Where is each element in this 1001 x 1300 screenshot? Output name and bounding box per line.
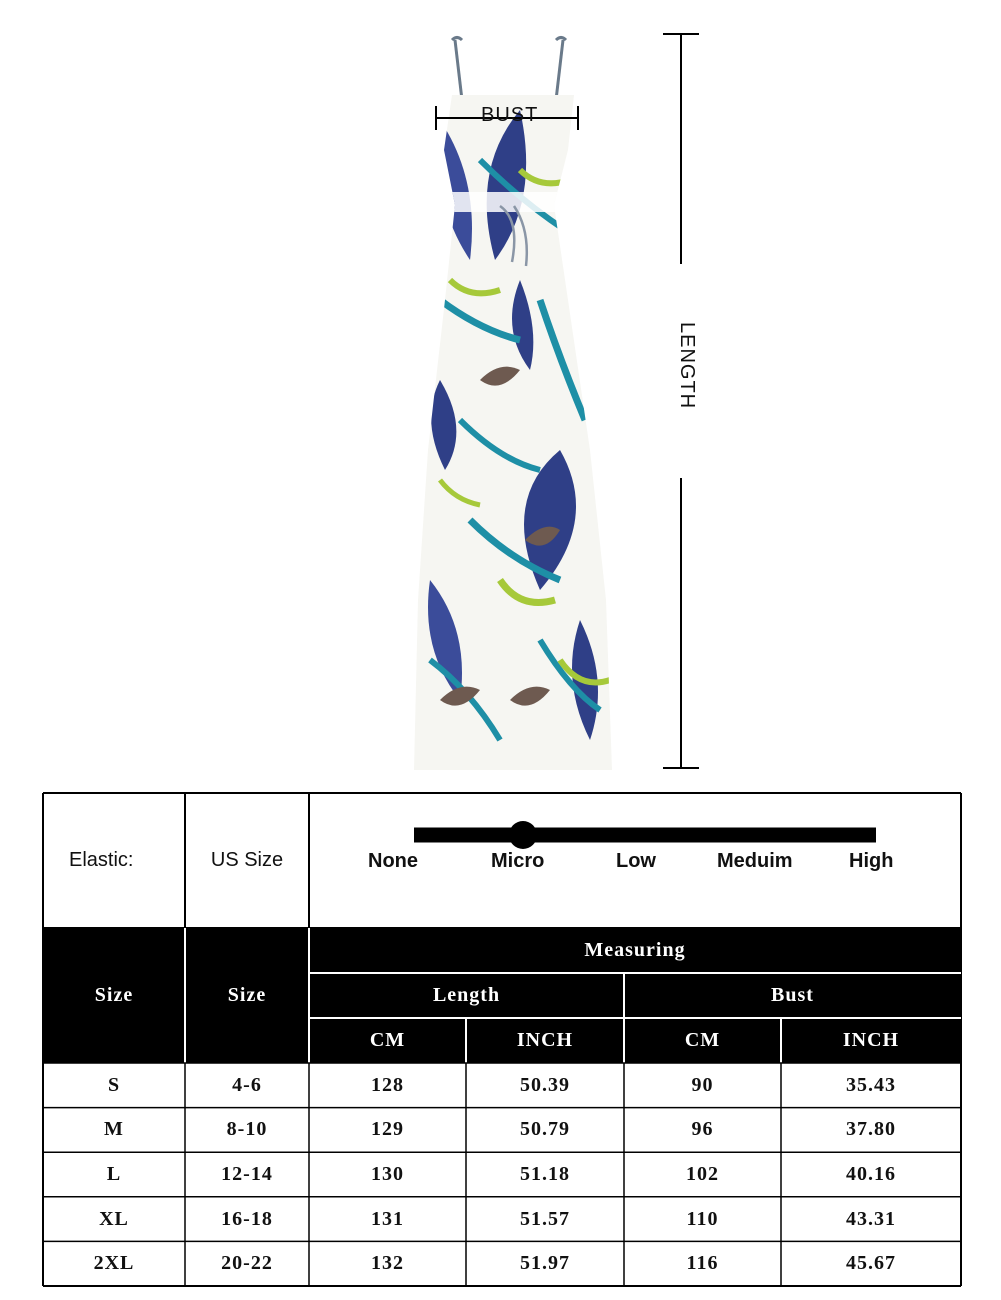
table-cell-length-in: 50.79 [520, 1118, 570, 1141]
length-header [309, 973, 624, 1018]
us-size-label: US Size [210, 849, 284, 871]
table-cell-size: XL [99, 1207, 129, 1230]
measuring-header [309, 928, 961, 973]
table-cell-us: 20-22 [221, 1252, 273, 1275]
table-cell-length-in: 51.57 [520, 1207, 570, 1230]
us-size-header-text: Size [227, 984, 267, 1006]
table-cell-bust-in: 35.43 [846, 1073, 896, 1096]
table-cell-bust-in: 45.67 [846, 1252, 896, 1275]
size-header [43, 928, 185, 1063]
table-cell-length-cm: 131 [371, 1207, 404, 1230]
table-cell-us: 4-6 [232, 1073, 262, 1096]
elastic-label: Elastic: [69, 849, 134, 871]
length-label: LENGTH [676, 322, 698, 410]
bust-header-text: Bust [771, 984, 814, 1006]
table-cell-bust-in: 37.80 [846, 1118, 896, 1141]
bust-header [624, 973, 961, 1018]
bust-inch-header [781, 1018, 961, 1063]
us-size-header [185, 928, 309, 1063]
table-cell-size: L [106, 1162, 122, 1185]
table-cell-length-cm: 128 [371, 1073, 404, 1096]
elastic-level-none: None [368, 850, 418, 872]
bust-label: BUST [481, 104, 539, 126]
table-cell-size: M [104, 1118, 124, 1141]
length-cm-header-text: CM [369, 1029, 406, 1051]
length-header-text: Length [432, 984, 501, 1006]
bust-cm-header [624, 1018, 781, 1063]
table-cell-length-cm: 132 [371, 1252, 404, 1275]
elastic-level-low: Low [616, 850, 656, 872]
table-cell-us: 12-14 [221, 1162, 273, 1185]
table-cell-bust-cm: 90 [691, 1073, 714, 1096]
table-cell-bust-cm: 102 [686, 1162, 719, 1185]
table-cell-length-in: 50.39 [520, 1073, 570, 1096]
table-cell-us: 16-18 [221, 1207, 273, 1230]
table-cell-bust-in: 40.16 [846, 1162, 896, 1185]
elastic-level-meduim: Meduim [717, 850, 793, 872]
length-cm-header [309, 1018, 466, 1063]
table-cell-size: S [107, 1073, 121, 1096]
measuring-header-text: Measuring [584, 939, 686, 961]
table-cell-length-cm: 130 [371, 1162, 404, 1185]
table-cell-bust-cm: 116 [686, 1252, 719, 1275]
table-cell-bust-cm: 96 [691, 1118, 714, 1141]
table-cell-bust-in: 43.31 [846, 1207, 896, 1230]
table-cell-length-cm: 129 [371, 1118, 404, 1141]
length-inch-header [466, 1018, 624, 1063]
size-header-text: Size [94, 984, 134, 1006]
bust-cm-header-text: CM [684, 1029, 721, 1051]
table-cell-length-in: 51.18 [520, 1162, 570, 1185]
length-inch-header-text: INCH [516, 1029, 574, 1051]
bust-inch-header-text: INCH [842, 1029, 900, 1051]
table-cell-us: 8-10 [226, 1118, 268, 1141]
elastic-level-micro: Micro [491, 850, 545, 872]
table-cell-size: 2XL [93, 1252, 135, 1275]
table-cell-length-in: 51.97 [520, 1252, 570, 1275]
elastic-slider-marker [509, 821, 537, 849]
table-cell-bust-cm: 110 [686, 1207, 719, 1230]
elastic-level-high: High [849, 850, 894, 872]
